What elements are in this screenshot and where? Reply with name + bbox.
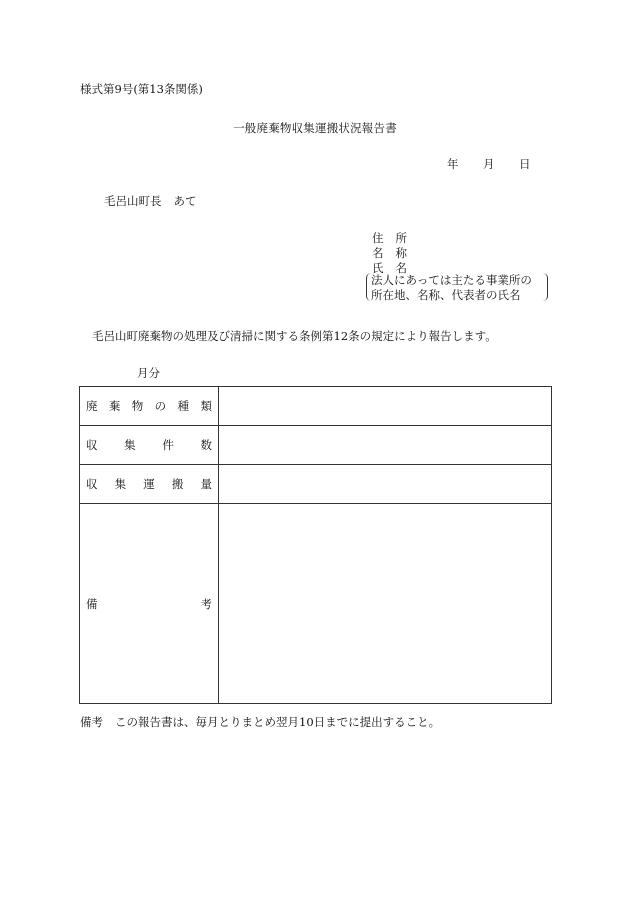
collection-count-value-cell[interactable] [219,426,552,465]
label-char: 搬 [171,477,184,491]
label-char: 集 [114,477,127,491]
label-char: 住 [372,231,384,245]
label-char: 種 [177,399,190,413]
corporate-note-bracket [366,273,548,301]
label-char: 名 [372,246,384,260]
label-char: 収 [86,477,98,491]
label-char: 物 [131,399,144,413]
date-month-label: 月 [483,157,495,171]
footnote-label: 備考 [80,715,103,729]
month-portion-label: 月分 [137,366,160,380]
label-char: 名 [395,261,407,275]
label-char: 所 [395,231,407,245]
label-char: 集 [124,438,136,452]
label-char: 類 [200,399,212,413]
label-char: の [154,399,167,413]
applicant-name-label [372,245,407,261]
date-year-label: 年 [447,157,459,171]
remarks-value-cell[interactable] [219,504,552,704]
table-row-waste-type [80,387,552,426]
addressee-name: 毛呂山町長 [104,194,162,208]
remarks-label [80,504,219,704]
addressee [104,193,197,209]
date-line [447,156,531,172]
collection-count-label [80,426,219,465]
label-char: 数 [200,438,212,452]
label-char: 運 [143,477,155,491]
table-row-remarks [80,504,552,704]
label-char: 廃 [86,399,98,413]
report-statement: 毛呂山町廃棄物の処理及び清掃に関する条例第12条の規定により報告します。 [92,329,497,343]
label-char: 量 [200,477,212,491]
label-char: 収 [86,438,98,452]
transport-amount-value-cell[interactable] [219,465,552,504]
waste-type-label [80,387,219,426]
corporate-note-line1: 法人にあっては主たる事業所の [371,273,532,287]
date-day-label: 日 [519,157,531,171]
table-row-collection-count [80,426,552,465]
label-char: 棄 [108,399,121,413]
label-char: 備 [86,596,98,611]
table-row-transport-amount [80,465,552,504]
addressee-suffix: あて [173,194,197,208]
transport-amount-label [80,465,219,504]
label-char: 考 [200,596,212,611]
corporate-note-line2: 所在地、名称、代表者の氏名 [371,288,521,302]
report-table [79,386,552,704]
waste-type-value-cell[interactable] [219,387,552,426]
footnote-text: この報告書は、毎月とりまとめ翌月10日までに提出すること。 [115,715,441,729]
footnote [80,714,440,730]
label-char: 氏 [372,261,384,275]
document-title: 一般廃棄物収集運搬状況報告書 [233,121,397,135]
form-number: 様式第9号(第13条関係) [80,82,203,96]
label-char: 件 [162,438,174,452]
applicant-address-label [372,230,407,246]
label-char: 称 [395,246,407,260]
